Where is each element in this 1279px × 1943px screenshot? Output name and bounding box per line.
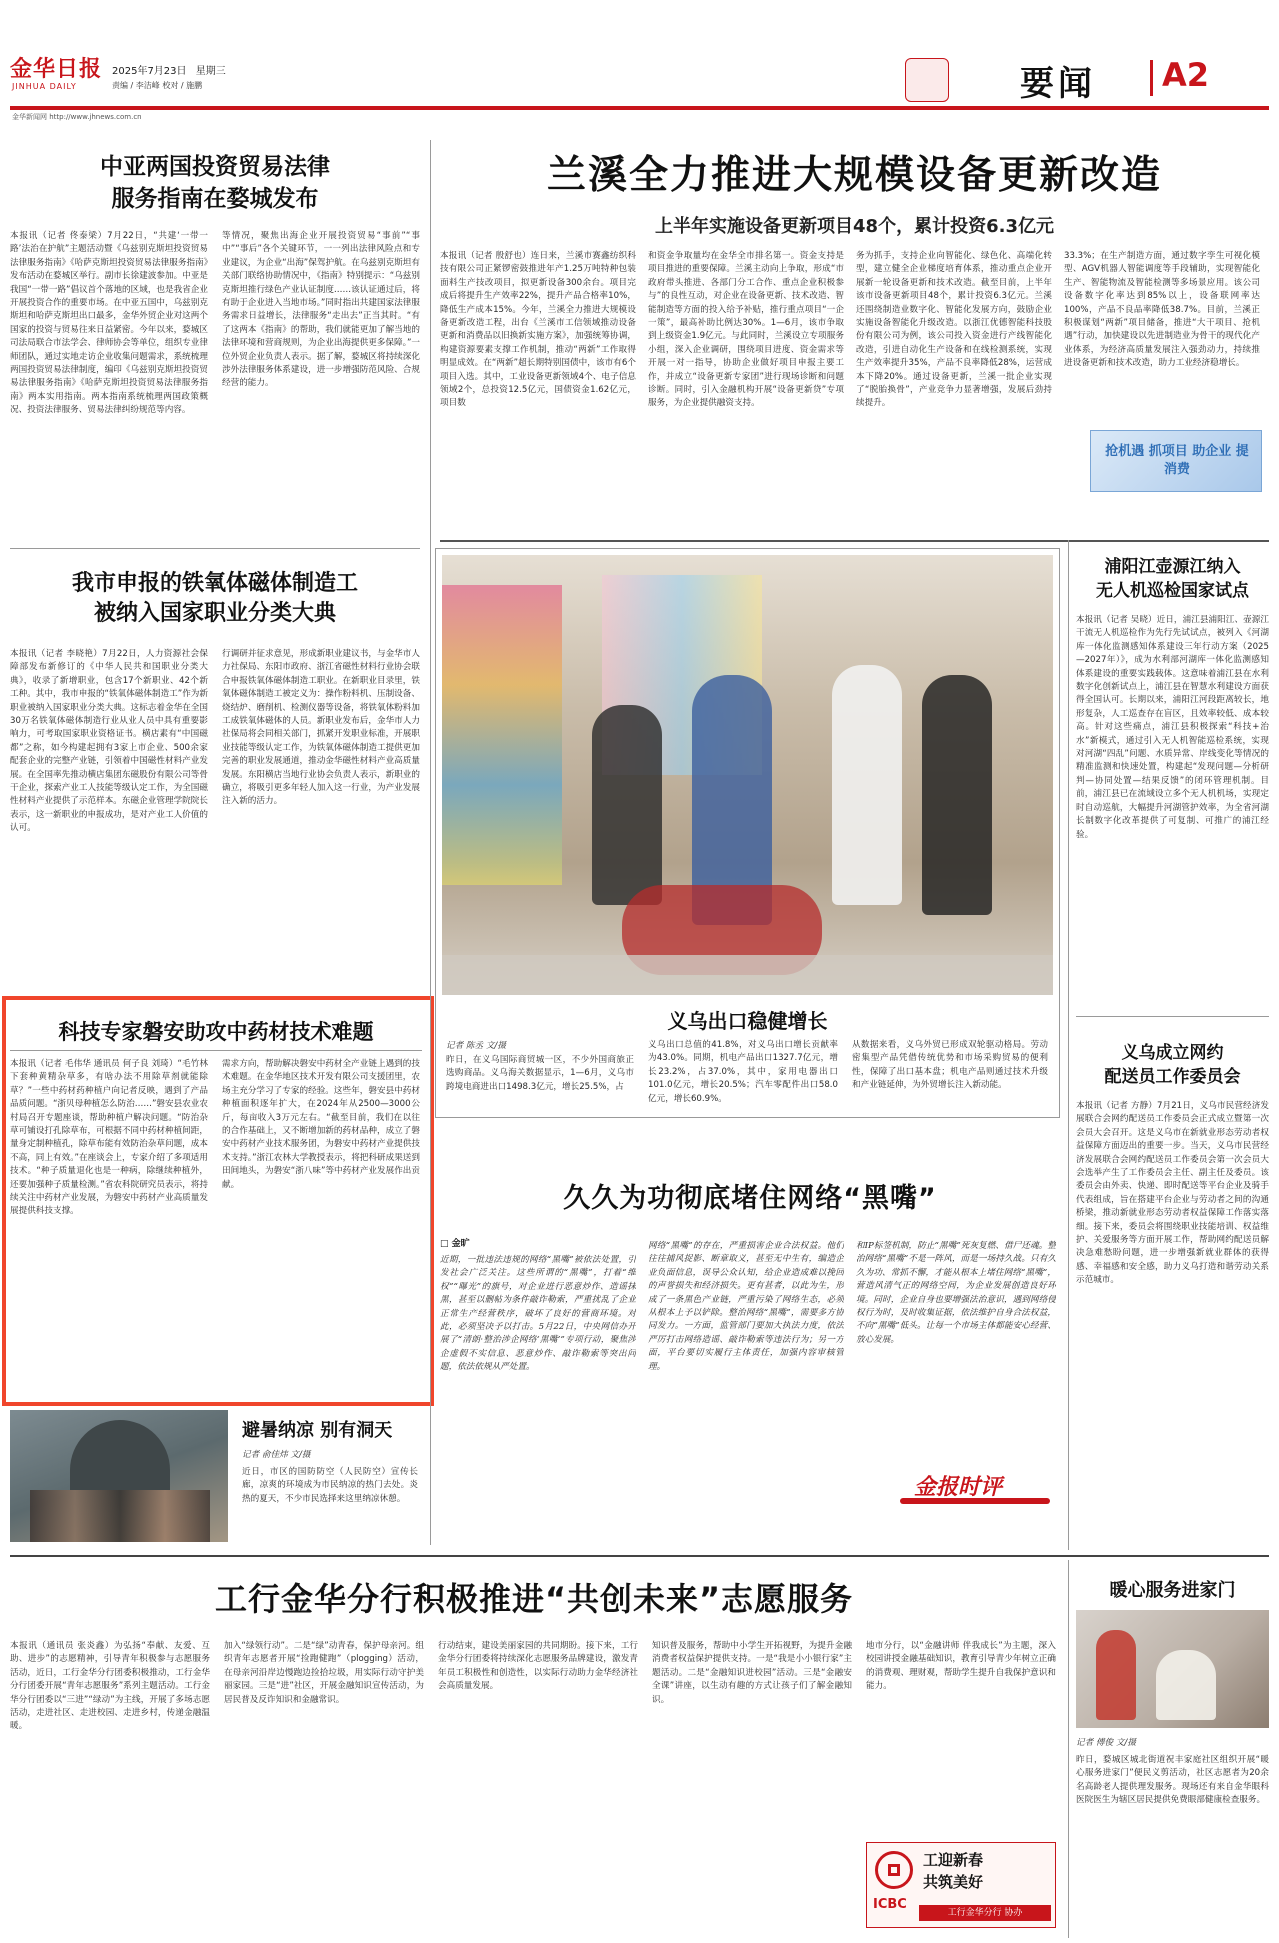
headline-line1: 我市申报的铁氧体磁体制造工 <box>71 571 358 596</box>
article-warm-service <box>1076 1560 1269 1938</box>
headline-line2: 配送员工作委员会 <box>1104 1067 1241 1087</box>
caption-col-1: 昨日，在义乌国际商贸城一区，不少外国商旅正选购商品。义乌海关数据显示，1—6月，义乌市跨境电商进出口1498.3亿元，增长25.5%，占 <box>446 1055 634 1092</box>
body: 本报讯（记者 吴晓）近日，浦江县浦阳江、壶源江干流无人机巡检作为先行先试试点，被列入《河湖库一体化监测感知体系建设三年行动方案（2025—2027年）》，成为水利部河湖库一体化监测感知体系建设的重要实践载体。这意味着浦江县在水利数字化创新试点上，浦江县在智慧水利建设方面获得全国认可。长期以来，浦阳江河段距离较长，地形复杂，人工巡查存在盲区，且效率较低、成本较高。针对这些痛点，浦江县积极探索“科技+治水”新模式，通过引入无人机智能巡检系统，实现对河湖“四乱”问题、水质异常、岸线变化等情况的精准监测和快速处置，构建起“发现问题—分析研判—协同处置—结果反馈”的闭环管理机制。目前，浦江县已在流域设立多个无人机机场，实现定时自动巡航，大幅提升河湖管护效率，为全省河湖长制数字化改革提供了可复制、可推广的浦江经验。 <box>1076 615 1269 840</box>
body-col-3: 务为抓手，支持企业向智能化、绿色化、高端化转型，建立健全企业梯度培育体系，推动重点企业开展新一轮设备更新和技术改造。截至目前，上半年该市设备更新项目48个，累计投资6.3亿元。兰溪还围绕制造业数字化、智能化发展方向，鼓励企业实施设备智能化升级改造。以浙江优德智能科技股份有限公司为例，该公司投入资金进行产线智能化改造，引进自动化生产设备和在线检测系统，实现生产效率提升35%，产品不良率降低28%，运营成本下降20%。通过设备更新，兰溪一批企业实现了“脱胎换骨”，产业竞争力显著增强，发展后劲持续提升。 <box>856 251 1052 409</box>
body-col-1: 本报讯（记者 殷舒也）连日来，兰溪市赛鑫纺织科技有限公司正紧锣密鼓推进年产1.25万吨特种包装面料生产技改项目，拟更新设备300余台。项目完成后将提升生产效率22%，提升产品合格率10%，降低生产成本15%。今年，兰溪全力推进大规模设备更新改造工程，出台《兰溪市工信领域推动设备更新和消费品以旧换新实施方案》，加强统筹协调，构建资源要素支撑工作机制，推动“两新”工作取得明显成效。在“两新”超长期特别国债中，该市有6个项目入选。其中，工业设备更新领域4个、电子信息领域2个，总投资12.5亿元，国债资金1.62亿元，项目数 <box>440 251 636 409</box>
headline: 科技专家磐安助攻中药材技术难题 <box>58 1020 374 1044</box>
body-col-2: 需求方向，帮助解决磐安中药材全产业链上遇到的技术难题。在金华地区技术开发有限公司支援团里，农场主充分学习了专家的经验。这些年，磐安县中药材种植面积逐年扩大，在2024年从2500—3000公斤，每亩收入3万元左右。“截至目前，我们在以往的合作基础上，又不断增加新的药材品种，成立了磐安中药材产业技术服务团，为磐安中药材产业提供技术支持。”浙江农林大学教授表示，将把科研成果送到田间地头，为磐安“浙八味”等中药材产业发展作出贡献。 <box>222 1059 420 1190</box>
body-col-1: 本报讯（通讯员 张炎鑫）为弘扬“奉献、友爱、互助、进步”的志愿精神，引导青年积极参与志愿服务活动，近日，工行金华分行团委积极推动，工行金华分行团委开展“青年志愿服务”系列主题活动。工行金华分行团委以“三进”“绿动”为主线，开展了多场志愿活动，走进社区、走进校园、走进乡村，传递金融温暖。 <box>10 1641 210 1732</box>
headline: 工行金华分行积极推进“共创未来”志愿服务 <box>214 1580 854 1618</box>
article-herbs <box>10 1006 422 1394</box>
article-law-guide <box>10 140 420 535</box>
icbc-ad <box>866 1842 1056 1928</box>
section-divider <box>1150 60 1153 96</box>
body-col-1: 本报讯（记者 毛伟华 通讯员 何子良 刘琦）“毛竹林下套种黄精杂草多，有啥办法不用除草剂就能除草？”一些中药材药种植户向记者反映，遇到了产品品质问题。“浙贝母种植怎么防治……”磐安县农业农村局召开专题座谈，帮助种植户解决问题。“防治杂草可铺设打孔除草布，可根据不同中药材种植间距，量身定制种植孔，除草布能有效防治杂草问题，成本不高，同上有效。”在座谈会上，专家介绍了多项适用技术。“种子质量退化也是一种病，除继续种植外，还要加强种子质量检测。”省农科院研究员表示，将持续关注中药材产业发展，为磐安中药材产业高质量发展提供科技支撑。 <box>10 1059 208 1217</box>
body-col-1: 本报讯（记者 佟泰梁）7月22日，“共建‘一带一路’法治在护航”主题活动暨《乌兹别克斯坦投资贸易法律服务指南》《哈萨克斯坦投资贸易法律服务指南》发布活动在婺城区举行。副市长徐建波参加。中亚是我国“一带一路”倡议首个落地的区域，也是我省企业开展投资合作的重要市场。在中亚五国中，乌兹别克斯坦和哈萨克斯坦出口最多，金华外贸企业对这两个国家的投资与贸易往来日益紧密。今年以来，婺城区司法局联合市法学会、律师协会等单位，组织专业律师团队，通过实地走访企业收集问题需求，系统梳理两国投资贸易法律制度，编印《乌兹别克斯坦投资贸易法律服务指南》《哈萨克斯坦投资贸易法律服务指南》两本实用指南。两本指南系统梳理两国政策概况、投资法律服务、贸易法律纠纷规范等内容。 <box>10 231 208 416</box>
headline-line2: 被纳入国家职业分类大典 <box>93 601 336 626</box>
body: 近日，市区的国防防空（人民防空）宣传长廊，凉爽的环境成为市民纳凉的热门去处。炎热的夏天，不少市民选择来这里纳凉休憩。 <box>242 1467 418 1504</box>
photo-elder <box>1156 1650 1216 1720</box>
article-yiwu-committee <box>1076 1024 1269 1549</box>
divider-1 <box>10 548 420 549</box>
avoid-heat-photo <box>10 1410 228 1542</box>
banner-text: 抢机遇 抓项目 助企业 提消费 <box>1105 444 1249 477</box>
body-col-4: 知识普及服务，帮助中小学生开拓视野，为提升金融消费者权益保护提供支持。一是“我是小小银行家”主题活动。二是“金融知识进校园”活动。三是“金融安全课”讲座，以生动有趣的方式让孩子们了解金融知识。 <box>652 1641 852 1705</box>
body-col-4: 33.3%；在生产制造方面，通过数字孪生可视化模型、AGV机器人智能调度等手段辅助，实现智能化生产、智能物流及智能检测等多场景应用。该公司设备数字化率达到85%以上，设备联网率达100%，产品不良品率降低38.7%。目前，兰溪正积极谋划“两新”项目储备，推进“大干项目、抢机遇”行动，加快建设以先进制造业为骨干的现代化产业体系，为经济高质量发展注入强劲动力，持续推进设备更新和技术改造，助力工业经济稳增长。 <box>1064 251 1260 369</box>
logo-en: JINHUA DAILY <box>12 82 77 91</box>
logo-cn: 金华日报 <box>10 56 103 82</box>
headline-line1: 义乌成立网约 <box>1121 1043 1224 1063</box>
headline: 兰溪全力推进大规模设备更新改造 <box>546 153 1162 198</box>
icbc-logo-icon <box>875 1851 913 1889</box>
divider-2 <box>440 540 1269 542</box>
column-divider-left <box>430 140 431 1545</box>
body-col-2: 等情况，聚焦出海企业开展投资贸易“事前”“事中”“事后”各个关键环节，一一列出法律风险点和专业建议，为企业“出海”保驾护航。在乌兹别克斯坦有关部门联络协助情况中，《指南》特别提示：“乌兹别克斯坦推行绿色产业认证制度……该认证通过后，将有助于企业进入当地市场。”同时指出共建国家法律服务需求日益增长，法律服务“走出去”正当其时。“有了这两本《指南》的帮助，我们就能更加了解当地的法律环境和营商规则，为企业出海提供更多保障。”一位外贸企业负责人表示。据了解，婺城区将持续深化涉外法律服务体系建设，进一步增强防范风险、合规经营的能力。 <box>222 231 420 389</box>
body-col-2: 加入“绿领行动”。二是“绿”动青春，保护母亲河。组织青年志愿者开展“捡跑健跑”（plogging）活动，在母亲河沿岸边慢跑边捡拾垃圾，用实际行动守护美丽家园。三是“进”社区，开展金融知识宣传活动，为居民普及反诈知识和金融常识。 <box>224 1641 424 1705</box>
market-photo <box>442 555 1053 995</box>
headline: 暖心服务进家门 <box>1109 1580 1236 1601</box>
byline: 记者 傅俊 文/摄 <box>1076 1738 1136 1748</box>
body-col-2: 行调研并征求意见，形成新职业建议书，与金华市人力社保局、东阳市政府、浙江省磁性材料行业协会联合申报铁氧体磁体制造工职业。在新职业目录里，铁氧体磁体制造工被定义为：操作粉料机、压制设备、烧结炉、磨削机、检测仪器等设备，将铁氧体粉料加工成铁氧体磁体的人员。新职业发布后，金华市人力社保局将会同相关部门，抓紧开发职业标准，开展职业技能等级认定工作，为铁氧体磁体制造工提供更加完善的职业发展通道，推动金华磁性材料产业高质量发展。东阳横店当地行业协会负责人表示，新职业的确立，将吸引更多年轻人加入这一行业，为产业发展注入新的活力。 <box>222 649 420 807</box>
column-divider-right <box>1068 540 1069 1550</box>
photo-figures <box>30 1490 210 1542</box>
article-black-mouth <box>440 1130 1060 1550</box>
article-iron-material <box>10 558 420 990</box>
article-equipment <box>440 140 1269 535</box>
photo-person-1 <box>592 705 662 905</box>
column-divider-bottom <box>1068 1560 1069 1938</box>
caption-col-3: 从数据来看，义乌外贸已形成双轮驱动格局。劳动密集型产品凭借传统优势和市场采购贸易的便利性，保障了出口基本盘；机电产品则通过技术升级和产业链延伸，为外贸增长注入新动能。 <box>852 1040 1048 1091</box>
icbc-ad-line1: 工迎新春 <box>923 1851 984 1869</box>
editors-line: 责编 / 李洁峰 校对 / 施鹏 <box>112 81 203 90</box>
body-col-1: 近期，一批违法违规的网络“黑嘴”被依法处置，引发社会广泛关注。这些所谓的“黑嘴”，打着“维权”“曝光”的旗号，对企业进行恶意炒作、造谣抹黑，甚至以删帖为条件敲诈勒索，严重扰乱了企业正常生产经营秩序，破坏了良好的营商环境。对此，必须坚决予以打击。5月22日，中央网信办开展了“清朗·整治涉企网络‘黑嘴’”专项行动，聚焦涉企虚假不实信息、恶意炒作、敲诈勒索等突出问题，依法依规从严处置。 <box>440 1255 636 1373</box>
body-col-3: 和IP标签机制，防止“黑嘴”死灰复燃、借尸还魂。整治网络“黑嘴”不是一阵风，而是一场持久战。只有久久为功、常抓不懈，才能从根本上堵住网络“黑嘴”，营造风清气正的网络空间，为企业发展创造良好环境。同时，企业自身也要增强法治意识，遇到网络侵权行为时，及时收集证据，依法维护自身合法权益，不向“黑嘴”低头。让每一个市场主体都能安心经营、放心发展。 <box>856 1241 1056 1345</box>
divider-3 <box>1076 1016 1269 1017</box>
body-col-3: 行动结束，建设美丽家园的共同期盼。接下来，工行金华分行团委将持续深化志愿服务品牌建设，激发青年员工积极性和创造性，以实际行动助力金华经济社会高质量发展。 <box>438 1641 638 1692</box>
masthead-rule <box>10 106 1269 110</box>
icbc-logo-inner <box>888 1864 900 1876</box>
article-icbc <box>10 1560 1058 1938</box>
body-col-2: 和资金争取量均在金华全市排名第一。资金支持是项目推进的重要保障。兰溪主动向上争取，形成“市政府带头推进、各部门分工合作、重点企业积极参与”的良性互动，对企业在设备更新、技术改造、智能制造等方面的投入给予补贴，推行重点项目“一企一策”，最高补助比例达30%。1—6月，该市争取到上级资金1.9亿元。与此同时，兰溪设立专项服务小组，深入企业调研，围绕项目进度、资金需求等开展一对一指导，协助企业做好项目申报主要工作，并成立“设备更新专家团”进行现场诊断和问题诊断。同时，引入金融机构开展“设备更新贷”专项服务，为企业提供融资支持。 <box>648 251 844 409</box>
issue-date <box>112 62 226 77</box>
section-label: 要闻 <box>1020 64 1096 104</box>
page-number: A2 <box>1162 56 1210 94</box>
logo-text: 金报时评 <box>914 1475 1003 1500</box>
caption-col-2: 义乌出口总值的41.8%，对义乌出口增长贡献率为43.0%。同期，机电产品出口1327.7亿元，增长23.2%，占37.0%，其中，家用电器出口101.0亿元，增长20.5%；汽车零配件出口58.0亿元，增长60.9%。 <box>648 1040 838 1104</box>
weekday-text: 星期三 <box>195 66 226 77</box>
headline: 避暑纳凉 别有洞天 <box>242 1420 393 1441</box>
author: □ 金旷 <box>440 1239 470 1249</box>
subheadline: 上半年实施设备更新项目48个，累计投资6.3亿元 <box>655 216 1054 237</box>
header-decoration <box>905 58 949 102</box>
divider-icbc <box>10 1555 1269 1557</box>
icbc-ad-bank: ICBC <box>873 1897 907 1912</box>
photo-person-3 <box>832 665 902 905</box>
date-text: 2025年7月23日 <box>112 66 187 77</box>
caption-title: 义乌出口稳健增长 <box>667 1009 828 1033</box>
photo-floor <box>442 955 1053 995</box>
photo-arch <box>70 1420 170 1490</box>
equipment-banner <box>1090 430 1262 492</box>
commentary-logo <box>900 1470 1050 1520</box>
icbc-ad-footer: 工行金华分行 协办 <box>919 1905 1051 1921</box>
website-line: 金华新闻网 http://www.jhnews.com.cn <box>12 113 142 121</box>
body: 昨日，婺城区城北街道祝丰家庭社区组织开展“暖心服务进家门”便民义剪活动，社区志愿者为20余名高龄老人提供理发服务。现场还有来自金华眼科医院医生为辖区居民提供免费眼部健康检查服务。 <box>1076 1755 1269 1806</box>
headline: 久久为功彻底堵住网络“黑嘴” <box>563 1183 937 1214</box>
byline: 记者 陈丞 文/摄 <box>446 1041 506 1051</box>
article-yiwu-export <box>435 548 1060 1118</box>
byline: 记者 俞佳炜 文/摄 <box>242 1450 311 1460</box>
warm-service-photo <box>1076 1610 1269 1728</box>
headline-line2: 无人机巡检国家试点 <box>1096 581 1249 601</box>
body-col-5: 地市分行，以“金融讲师 伴我成长”为主题，深入校园讲授金融基础知识，教育引导青少年树立正确的消费观、理财观，帮助学生提升自我保护意识和能力。 <box>866 1641 1056 1692</box>
photo-person-4 <box>922 675 992 915</box>
body: 本报讯（记者 方静）7月21日，义乌市民营经济发展联合会网约配送员工作委员会正式成立暨第一次会员大会召开。这是义乌市在新就业形态劳动者权益保障方面迈出的重要一步。当天，义乌市民营经济发展联合会网约配送员工作委员会第一次会员大会选举产生了工作委员会主任、副主任及委员。该委员会由外卖、快递、即时配送等平台企业及骑手代表组成，旨在搭建平台企业与劳动者之间的沟通桥梁，推动新就业形态劳动者权益保障工作落实落细。接下来，委员会将围绕职业技能培训、权益维护、关爱服务等方面开展工作，帮助网约配送员解决急难愁盼问题，进一步增强新就业群体的获得感、幸福感和安全感，助力义乌打造和谐劳动关系示范城市。 <box>1076 1101 1269 1286</box>
body-col-1: 本报讯（记者 李晓艳）7月22日，人力资源社会保障部发布新修订的《中华人民共和国职业分类大典》，收录了新增职业，包含17个新职业、42个新工种。其中，我市申报的“铁氧体磁体制造工”作为新职业被纳入国家职业分类大典。这标志着金华在全国30万名铁氧体磁体制造行业从业人员中具有重要影响力，可考取国家职业资格证书。横店素有“中国磁都”之称，如今构建起拥有3家上市企业、500余家配套企业的完整产业链，引领着中国磁性材料产业发展。在全国率先推动横店集团东磁股份有限公司等骨干企业，探索产业工人技能等级认定工作，为全国磁性材料产业提供了示范样本。东磁企业管理学院院长表示，这一新职业的申报成功，是对产业工人价值的认可。 <box>10 649 208 834</box>
article-avoid-heat <box>10 1410 420 1550</box>
headline-line2: 服务指南在婺城发布 <box>111 186 319 212</box>
photo-volunteer <box>1096 1630 1136 1720</box>
headline-line1: 中亚两国投资贸易法律 <box>100 154 330 180</box>
article-pujiang <box>1076 548 1269 1008</box>
headline-rule <box>10 1050 422 1051</box>
logo <box>10 52 106 104</box>
icbc-ad-line2: 共筑美好 <box>923 1873 984 1891</box>
body-col-2: 网络“黑嘴”的存在，严重损害企业合法权益。他们往往捕风捉影、断章取义，甚至无中生有，编造企业负面信息，误导公众认知，给企业造成难以挽回的声誉损失和经济损失。更有甚者，以此为生，形成了一条黑色产业链，严重污染了网络生态，必须从根本上予以铲除。整治网络“黑嘴”，需要多方协同发力。一方面，监管部门要加大执法力度，依法严厉打击网络造谣、敲诈勒索等违法行为；另一方面，平台要切实履行主体责任，加强内容审核管理。 <box>648 1241 844 1372</box>
headline-line1: 浦阳江壶源江纳入 <box>1104 557 1241 577</box>
masthead <box>0 0 1279 120</box>
photo-shelf-left <box>442 585 562 885</box>
